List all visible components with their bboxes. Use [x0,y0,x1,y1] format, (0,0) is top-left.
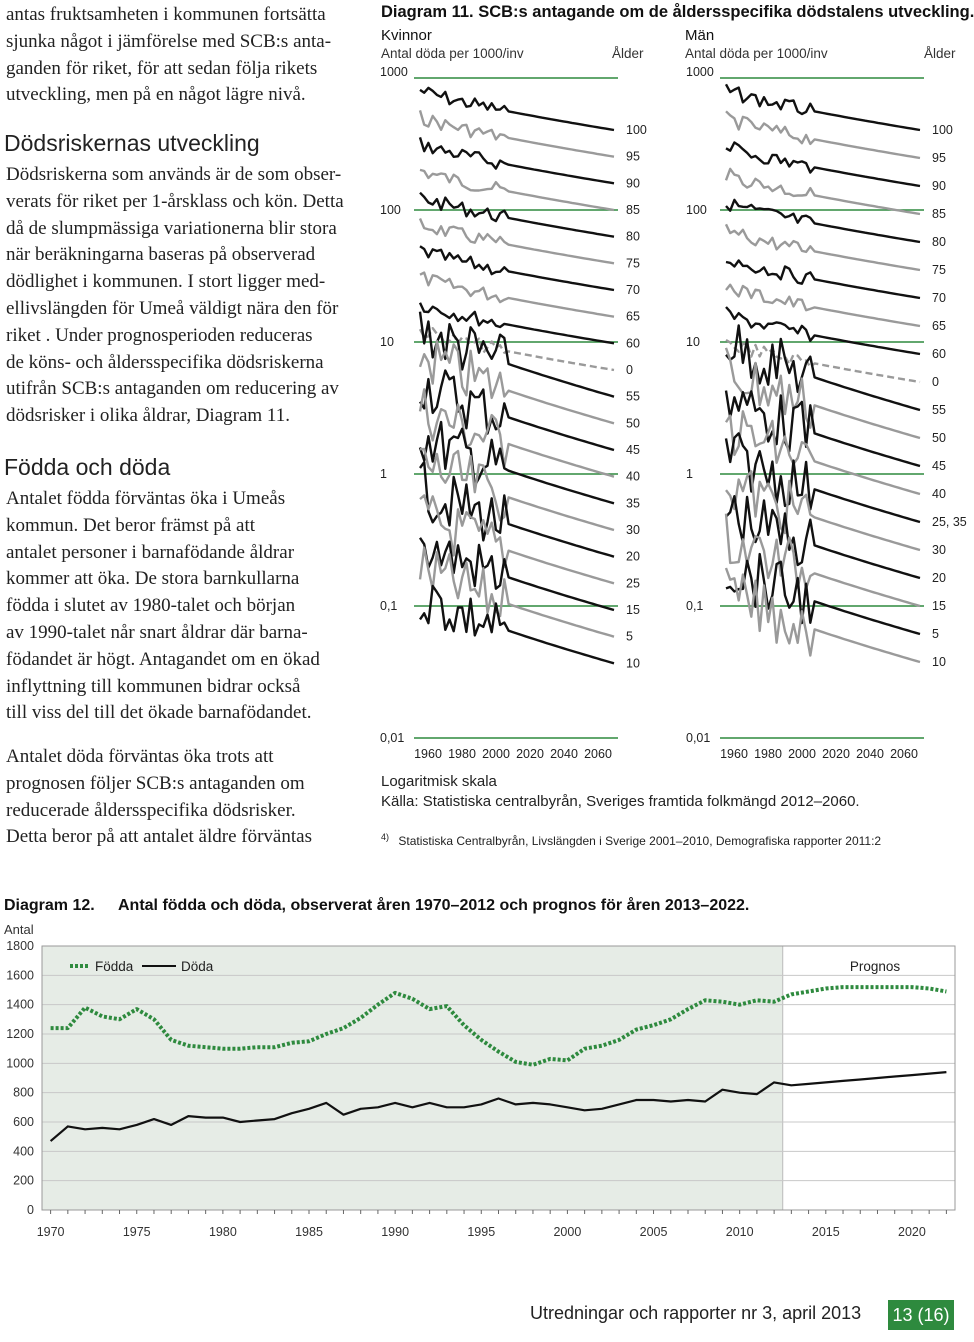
men-age-label: 70 [932,291,946,305]
intro-line: utveckling, men på en något lägre nivå. [6,84,306,106]
men-y-tick-label: 10 [686,335,700,349]
men-x-tick-label: 1980 [754,747,782,761]
diagram12-label: Diagram 12. [4,897,95,914]
women-age-label: 25 [626,576,640,591]
x-tick-label: 2005 [639,1225,668,1239]
death-risk-paragraph [6,162,366,430]
death-risk-line: utifrån SCB:s antaganden om reducering av [6,378,339,400]
death-risk-line: ellivslängden för Umeå väldigt nära den för [6,297,339,319]
births-paragraph [6,486,366,727]
y-tick-label: 800 [13,1085,34,1100]
scale-note: Logaritmisk skala [381,773,497,790]
men-x-tick-label: 2000 [788,747,816,761]
x-tick-label: 1980 [208,1225,237,1239]
intro-line: antas fruktsamheten i kommunen fortsätta [6,4,326,25]
women-age-curve [420,586,614,663]
men-y-tick-label: 0,1 [686,599,704,613]
men-age-curve [726,84,920,130]
men-y-tick-label: 0,01 [686,731,711,745]
y-tick-label: 1000 [6,1056,34,1071]
heading-births-deaths: Födda och döda [4,454,171,480]
y-tick-label: 200 [13,1173,34,1188]
men-age-label: 100 [932,123,953,137]
men-age-curve [726,348,920,438]
diagram12-chart [0,940,960,1250]
women-age-label: Ålder [612,46,644,61]
women-age-curve [420,137,614,183]
y-tick-label: 1200 [6,1027,34,1041]
births-line: till viss del till det ökade barnafödandet. [6,702,312,724]
x-tick-label: 1995 [467,1225,496,1239]
women-x-tick-label: 1980 [448,747,476,761]
women-x-tick-label: 2000 [482,747,510,761]
women-x-tick-label: 2060 [584,747,612,761]
y-tick-label: 1800 [6,939,34,953]
women-age-label: 95 [626,149,640,164]
women-age-label: 30 [626,523,640,537]
men-age-label: 80 [932,235,946,249]
women-y-axis-label: Antal döda per 1000/inv [381,46,524,61]
death-risk-line: dödlighet i kommunen. I stort ligger med- [6,271,326,293]
men-age-label: 0 [932,375,939,389]
men-age-label: 60 [932,347,946,361]
women-x-tick-label: 1960 [414,747,442,761]
death-risk-line: de köns- och åldersspecifika dödsriskerna [6,351,324,373]
women-age-label: 60 [626,336,640,351]
women-age-label: 100 [626,123,647,137]
women-age-label: 20 [626,549,640,564]
women-age-label: 85 [626,203,640,217]
men-x-tick-label: 2020 [822,747,850,761]
y-tick-label: 1400 [6,997,34,1012]
men-age-label: 40 [932,487,946,501]
women-y-tick-label: 10 [380,335,394,349]
births-line: kommer att öka. De stora barnkullarna [6,568,300,590]
men-age-label: 5 [932,627,939,641]
women-age-label: 90 [626,176,640,191]
men-age-label: 30 [932,543,946,557]
diagram11-source: Källa: Statistiska centralbyrån, Sveriges framtida folkmängd 2012–2060. [381,793,860,810]
death-risk-line: verats för riket per 1-årsklass och kön. Detta [6,190,344,212]
men-age-curve [726,285,920,326]
men-age-label: 65 [932,319,946,333]
page-number-badge: 13 (16) [888,1300,954,1330]
observed-period-background [42,946,783,1210]
women-y-tick-label: 100 [380,203,401,217]
men-age-curve [726,411,920,494]
women-age-curve [420,219,614,264]
women-age-curve [420,246,614,290]
intro-line: sjunka något i jämförelse med SCB:s anta- [6,30,332,52]
births-line: födandet är högt. Antagandet om en ökad [6,648,320,670]
women-x-tick-label: 2020 [516,747,544,761]
death-risk-line: då de slumpmässiga variationerna blir stora [6,217,337,239]
y-tick-label: 600 [13,1115,34,1129]
women-y-tick-label: 0,1 [380,599,398,613]
y-tick-label: 0 [27,1203,34,1217]
men-y-axis-label: Antal döda per 1000/inv [685,46,828,61]
men-x-tick-label: 1960 [720,747,748,761]
births-line: av 1990-talet når snart åldrar där barna- [6,621,308,643]
deaths-line: Detta beror på att antalet äldre förväntas [6,826,312,848]
men-x-tick-label: 2060 [890,747,918,761]
women-age-label: 80 [626,229,640,244]
heading-death-risk: Dödsriskernas utveckling [4,130,260,156]
y-tick-label: 400 [13,1144,34,1159]
men-age-label: Ålder [924,46,956,61]
intro-line: ganden för riket, för att sedan följa rikets [6,57,318,79]
men-age-label: 15 [932,599,946,613]
men-age-label: 45 [932,459,946,473]
x-tick-label: 1985 [295,1225,323,1239]
x-tick-label: 1970 [36,1225,65,1239]
x-tick-label: 1975 [122,1225,151,1239]
men-age-label: 85 [932,207,946,221]
women-age-label: 65 [626,309,640,324]
death-risk-line: dödsrisker i olika åldrar, Diagram 11. [6,405,290,427]
diagram11-chart [370,60,967,770]
diagram11-title: Diagram 11. SCB:s antagande om de åldersspecifika dödstalens utveckling. [381,3,974,21]
men-age-label: 10 [932,655,946,669]
death-risk-line: riket . Under prognosperioden reduceras [6,324,313,346]
women-age-label: 70 [626,283,640,297]
women-age-curve [420,389,614,476]
women-y-tick-label: 1 [380,467,387,481]
deaths-line: prognosen följer SCB:s antaganden om [6,772,305,794]
men-age-curve [726,224,920,270]
births-line: födda i slutet av 1980-talet och början [6,595,296,617]
men-age-label: 95 [932,151,946,165]
men-age-label: 50 [932,431,946,445]
legend-label-fodda: Födda [95,959,134,974]
footnote [381,832,881,848]
panel-title-women: Kvinnor [381,27,432,44]
legend-label-doda: Döda [181,959,214,974]
men-age-label: 55 [932,403,946,417]
women-y-tick-label: 0,01 [380,731,405,745]
x-tick-label: 2010 [725,1225,754,1239]
men-age-curve [726,340,920,382]
diagram12-ylabel: Antal [4,922,34,937]
women-age-curve [420,273,614,317]
women-age-label: 10 [626,656,640,671]
men-x-tick-label: 2040 [856,747,884,761]
births-line: antalet personer i barnafödande åldrar [6,541,295,563]
men-y-tick-label: 1 [686,467,693,481]
births-line: inflyttning till kommunen bidrar också [6,675,301,697]
men-y-tick-label: 100 [686,203,707,217]
x-tick-label: 2000 [553,1225,582,1239]
deaths-line: reducerade åldersspecifika dödsrisker. [6,799,296,821]
women-age-curve [420,495,614,583]
men-age-curve [726,200,920,242]
y-tick-label: 1600 [6,968,34,983]
women-age-curve [420,371,614,451]
footer-publication: Utredningar och rapporter nr 3, april 2013 [530,1303,862,1323]
women-age-label: 75 [626,256,640,271]
women-age-label: 35 [626,496,640,511]
prognosis-label: Prognos [849,959,901,974]
women-age-label: 15 [626,603,640,617]
men-age-curve [726,111,920,158]
x-tick-label: 2015 [811,1225,840,1239]
men-age-curve [726,568,920,662]
deaths-line: Antalet döda förväntas öka trots att [6,746,274,767]
women-age-label: 50 [626,416,640,431]
women-age-label: 5 [626,629,633,644]
intro-paragraph [6,2,366,109]
x-tick-label: 2020 [898,1225,926,1239]
women-y-tick-label: 1000 [380,65,408,79]
death-risk-line: när beräkningarna baseras på observerad [6,244,316,266]
women-age-label: 0 [626,363,633,377]
women-age-curve [420,422,614,503]
diagram12-title: Antal födda och döda, observerat åren 1970–2012 och prognos för åren 2013–2022. [118,897,750,914]
death-risk-line: Dödsriskerna som används är de som obser- [6,164,342,185]
women-age-label: 45 [626,443,640,457]
women-age-label: 55 [626,389,640,404]
footnote-marker: 4) [381,832,390,842]
men-age-label: 90 [932,179,946,193]
x-tick-label: 1990 [381,1225,410,1239]
deaths-paragraph [6,744,366,851]
women-age-label: 40 [626,469,640,484]
men-age-label: 75 [932,263,946,277]
births-line: Antalet födda förväntas öka i Umeås [6,488,286,509]
men-age-label: 25, 35 [932,515,967,529]
women-x-tick-label: 2040 [550,747,578,761]
footnote-text: Statistiska Centralbyrån, Livslängden i Sverige 2001–2010, Demografiska rapporter 2011:2 [398,834,882,848]
men-y-tick-label: 1000 [686,65,714,79]
panel-title-men: Män [685,27,715,44]
men-age-label: 20 [932,571,946,585]
births-line: kommun. Det beror främst på att [6,514,256,536]
